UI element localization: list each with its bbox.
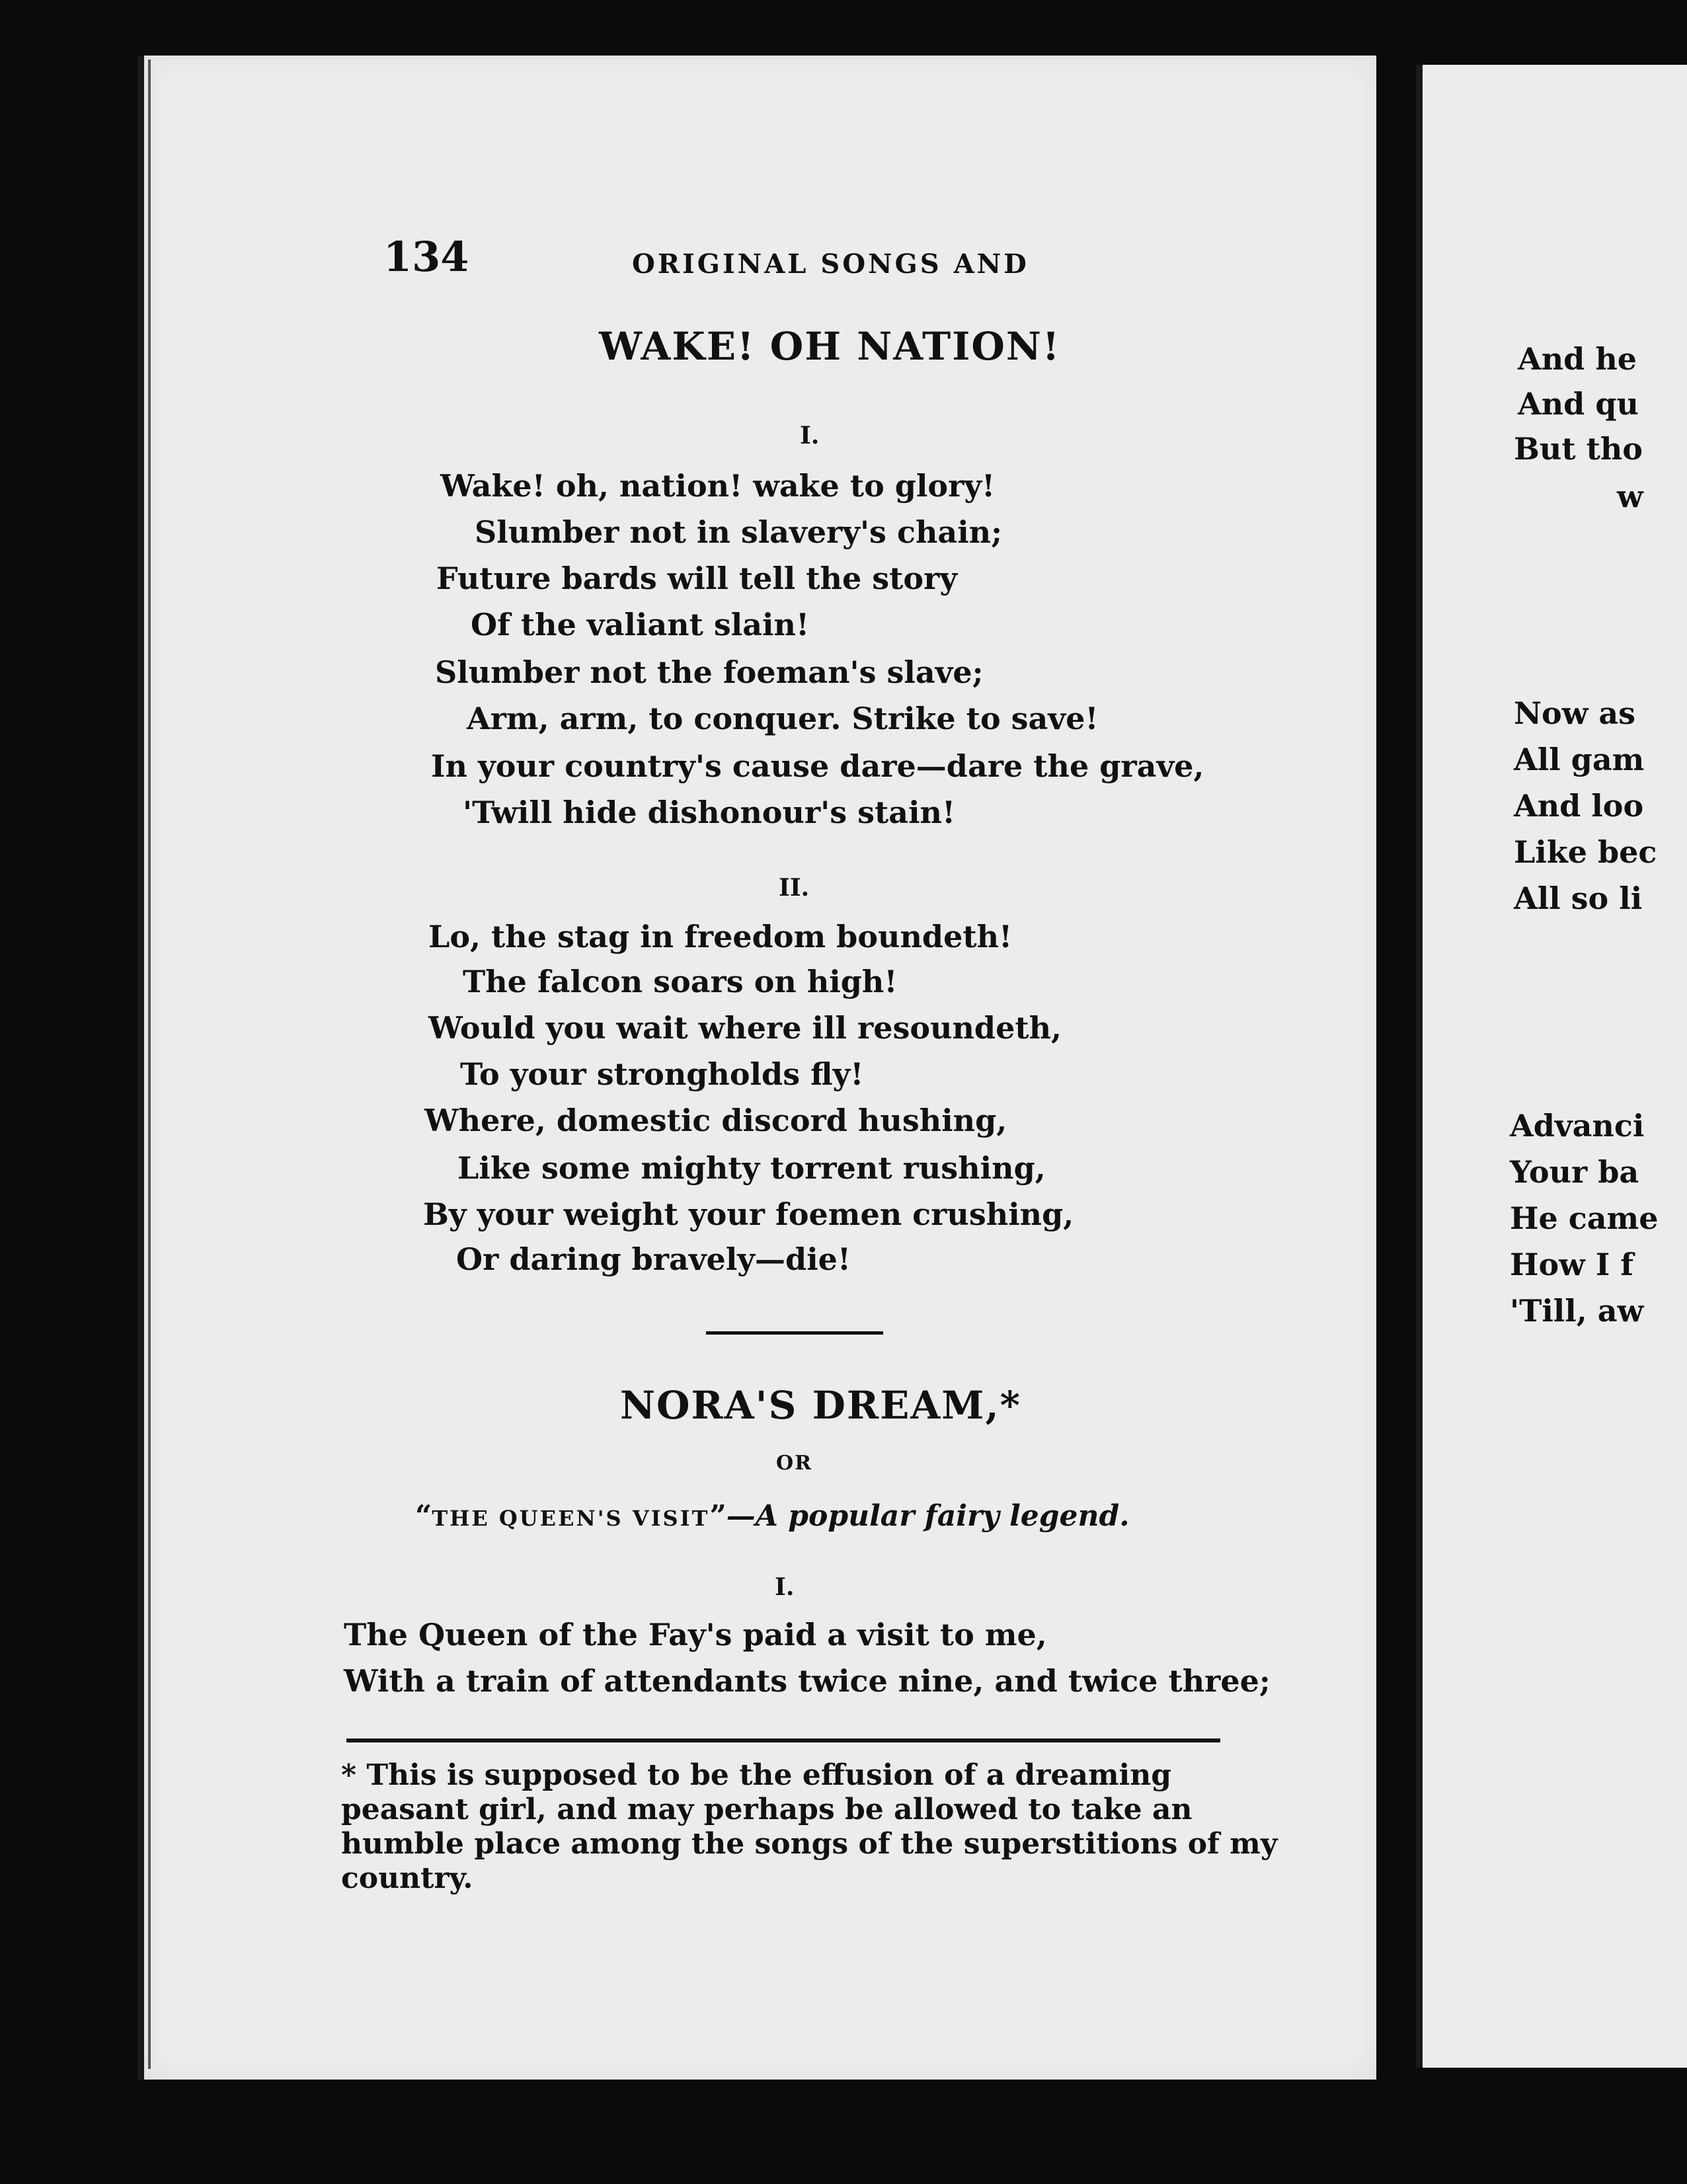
stanza-numeral: I. — [800, 422, 820, 449]
verse-line: With a train of attendants twice nine, and twice three; — [344, 1663, 1271, 1699]
verse-line: In your country's cause dare—dare the grave, — [431, 748, 1204, 784]
footnote-line: humble place among the songs of the superstitions of my — [341, 1827, 1278, 1861]
song-subtitle: “THE QUEEN'S VISIT”—A popular fairy legend. — [415, 1499, 1130, 1533]
verse-line: To your strongholds fly! — [460, 1056, 864, 1092]
subtitle-italic: —A popular fairy legend. — [726, 1499, 1130, 1533]
verse-line: Where, domestic discord hushing, — [424, 1103, 1007, 1138]
right-page-line: But tho — [1514, 431, 1643, 467]
right-page-line: All gam — [1514, 742, 1645, 777]
right-page-line: 'Till, aw — [1510, 1293, 1644, 1329]
right-page-line: How I f — [1510, 1247, 1634, 1282]
right-page-line: All so li — [1514, 880, 1643, 916]
right-page-line: Advanci — [1510, 1108, 1645, 1144]
verse-line: Wake! oh, nation! wake to glory! — [440, 468, 996, 504]
verse-line: 'Twill hide dishonour's stain! — [463, 795, 956, 830]
stanza-numeral: II. — [779, 874, 810, 902]
stanza-numeral: I. — [775, 1573, 795, 1601]
right-page-line: He came — [1510, 1200, 1659, 1236]
right-page-line: Now as — [1514, 695, 1636, 731]
song-title-wake-oh-nation: WAKE! OH NATION! — [599, 324, 1061, 369]
footnote-rule — [346, 1738, 1220, 1742]
right-page-line: Your ba — [1510, 1154, 1639, 1190]
verse-line: Arm, arm, to conquer. Strike to save! — [467, 701, 1099, 736]
right-page-line: Like bec — [1514, 834, 1657, 870]
verse-line: Slumber not the foeman's slave; — [435, 654, 984, 690]
song-title-noras-dream: NORA'S DREAM,* — [620, 1383, 1022, 1428]
or-word: OR — [776, 1452, 813, 1475]
verse-line: The falcon soars on high! — [463, 964, 898, 999]
subtitle-smallcaps: THE QUEEN'S VISIT — [432, 1506, 710, 1531]
verse-line: Or daring bravely—die! — [456, 1241, 851, 1277]
footnote-line: country. — [341, 1861, 473, 1895]
verse-line: By your weight your foemen crushing, — [423, 1196, 1074, 1232]
verse-line: Like some mighty torrent rushing, — [457, 1150, 1046, 1186]
right-page-line: And qu — [1518, 386, 1639, 422]
verse-line: The Queen of the Fay's paid a visit to me, — [344, 1617, 1047, 1653]
verse-line: Lo, the stag in freedom boundeth! — [428, 919, 1013, 955]
right-page-line: And loo — [1514, 788, 1644, 824]
verse-line: Of the valiant slain! — [471, 607, 810, 643]
right-page-line: w — [1617, 479, 1643, 514]
page-number: 134 — [383, 233, 469, 281]
verse-line: Would you wait where ill resoundeth, — [428, 1010, 1062, 1046]
footnote-line: * This is supposed to be the effusion of a dreaming — [341, 1758, 1171, 1792]
right-page-line: And he — [1518, 341, 1637, 377]
verse-line: Future bards will tell the story — [436, 561, 958, 596]
verse-line: Slumber not in slavery's chain; — [475, 514, 1003, 550]
footnote-line: peasant girl, and may perhaps be allowed to take an — [341, 1793, 1193, 1826]
page-gutter-line — [148, 59, 151, 2069]
running-head: ORIGINAL SONGS AND — [632, 249, 1029, 280]
section-divider — [706, 1331, 883, 1335]
